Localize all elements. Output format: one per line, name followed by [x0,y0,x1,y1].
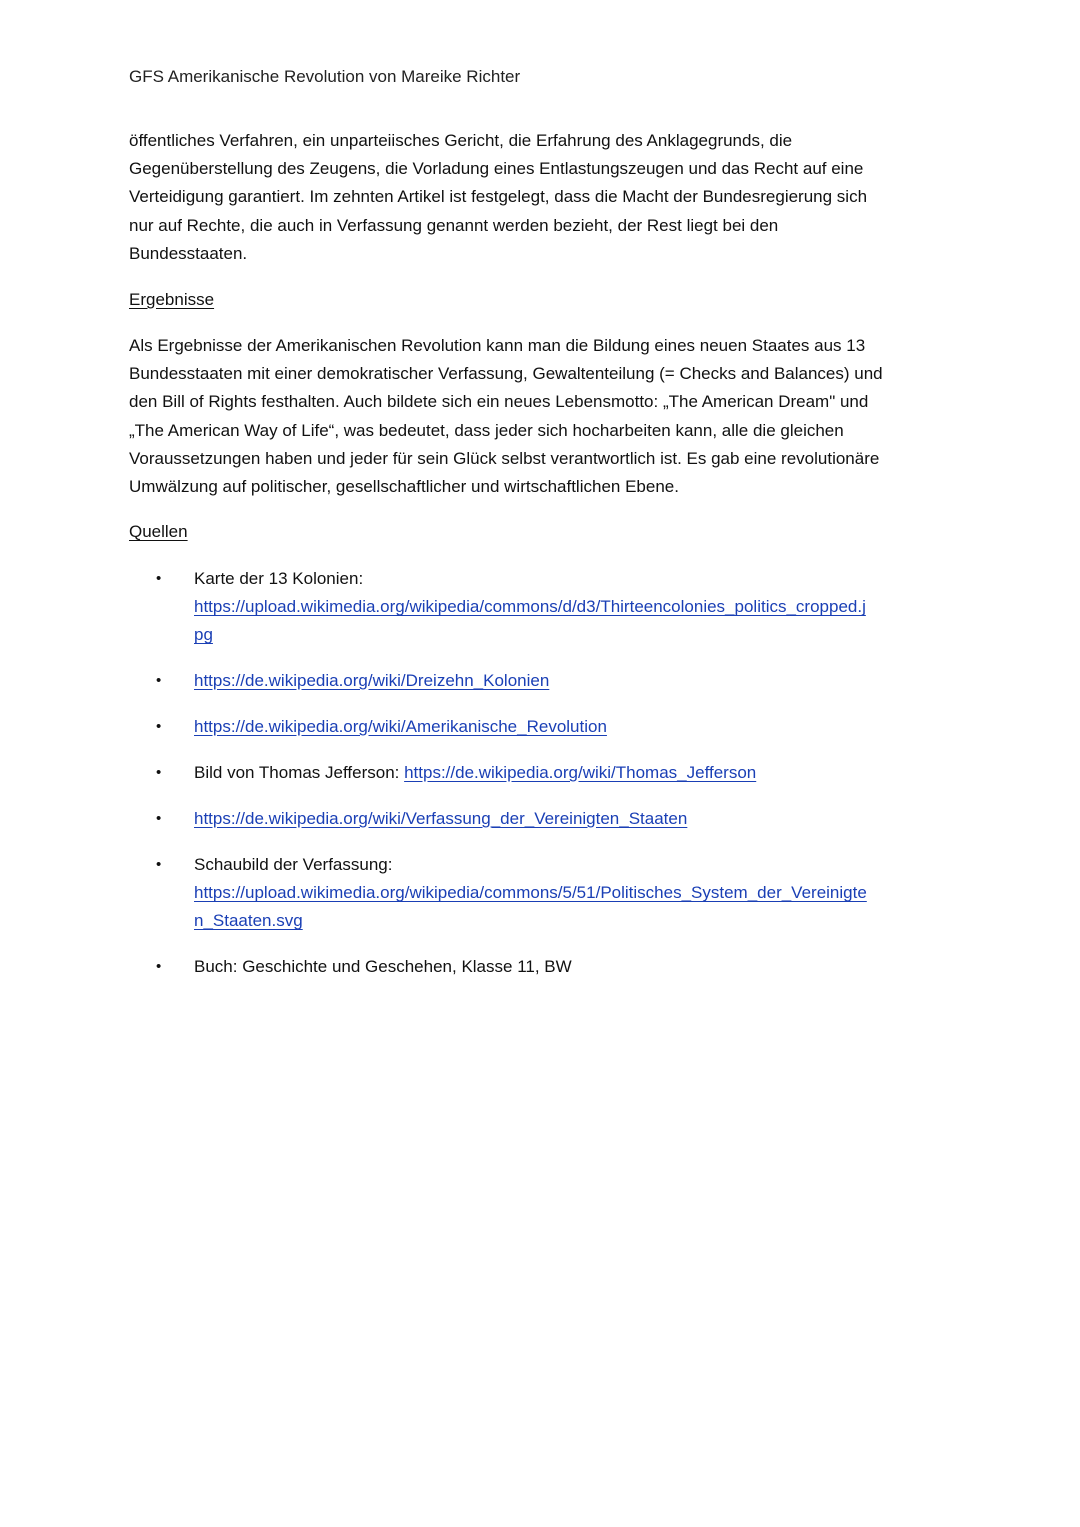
source-link[interactable]: https://upload.wikimedia.org/wikipedia/commons/5/51/Politisches_System_der_Vereinigte [194,883,867,903]
intro-line: öffentliches Verfahren, ein unparteiisches Gericht, die Erfahrung des Anklagegrunds, die [129,131,793,150]
intro-line: Verteidigung garantiert. Im zehnten Artikel ist festgelegt, dass die Macht der Bundesregierung sich [129,187,868,207]
source-label: Buch: Geschichte und Geschehen, Klasse 11, BW [194,957,572,976]
bullet-icon: • [156,672,162,689]
bullet-icon: • [156,764,162,781]
intro-line: Gegenüberstellung des Zeugens, die Vorladung eines Entlastungszeugen und das Recht auf eine [129,159,864,179]
ergebnisse-line: Umwälzung auf politischer, gesellschaftlicher und wirtschaftlichen Ebene. [129,477,679,497]
source-label: Schaubild der Verfassung: [194,855,393,874]
ergebnisse-paragraph [129,332,959,501]
source-link[interactable]: https://upload.wikimedia.org/wikipedia/commons/d/d3/Thirteencolonies_politics_cropped.j [194,597,866,617]
source-link[interactable]: https://de.wikipedia.org/wiki/Thomas_Jefferson [404,763,757,782]
ergebnisse-line: „The American Way of Life“, was bedeutet, dass jeder sich hocharbeiten kann, alle die gleichen [129,420,844,440]
ergebnisse-line: Als Ergebnisse der Amerikanischen Revolution kann man die Bildung eines neuen Staates aus 13 [129,336,866,355]
intro-line: nur auf Rechte, die auch in Verfassung genannt werden bezieht, der Rest liegt bei den [129,215,779,235]
ergebnisse-line: Bundesstaaten mit einer demokratischer Verfassung, Gewaltenteilung (= Checks and Balances) und [129,364,883,384]
section-heading-ergebnisse: Ergebnisse [129,290,215,309]
source-link[interactable]: https://de.wikipedia.org/wiki/Dreizehn_Kolonien [194,671,550,690]
bullet-icon: • [156,718,162,735]
bullet-icon: • [156,856,162,873]
intro-paragraph [129,127,959,268]
bullet-icon: • [156,958,162,975]
bullet-icon: • [156,570,162,587]
ergebnisse-line: Voraussetzungen haben und jeder für sein Glück selbst verantwortlich ist. Es gab eine revolutionäre [129,448,880,468]
source-link[interactable]: pg [194,625,213,645]
source-label: Karte der 13 Kolonien: [194,569,364,588]
intro-line: Bundesstaaten. [129,243,248,263]
bullet-icon: • [156,810,162,827]
source-label: Bild von Thomas Jefferson: [194,763,405,782]
source-link[interactable]: https://de.wikipedia.org/wiki/Amerikanische_Revolution [194,717,607,736]
page-header: GFS Amerikanische Revolution von Mareike Richter [129,67,521,86]
source-link[interactable]: n_Staaten.svg [194,911,303,931]
section-heading-quellen: Quellen [129,522,188,541]
ergebnisse-line: den Bill of Rights festhalten. Auch bildete sich ein neues Lebensmotto: „The American Dream" und [129,392,869,412]
source-link[interactable]: https://de.wikipedia.org/wiki/Verfassung_der_Vereinigten_Staaten [194,809,688,828]
